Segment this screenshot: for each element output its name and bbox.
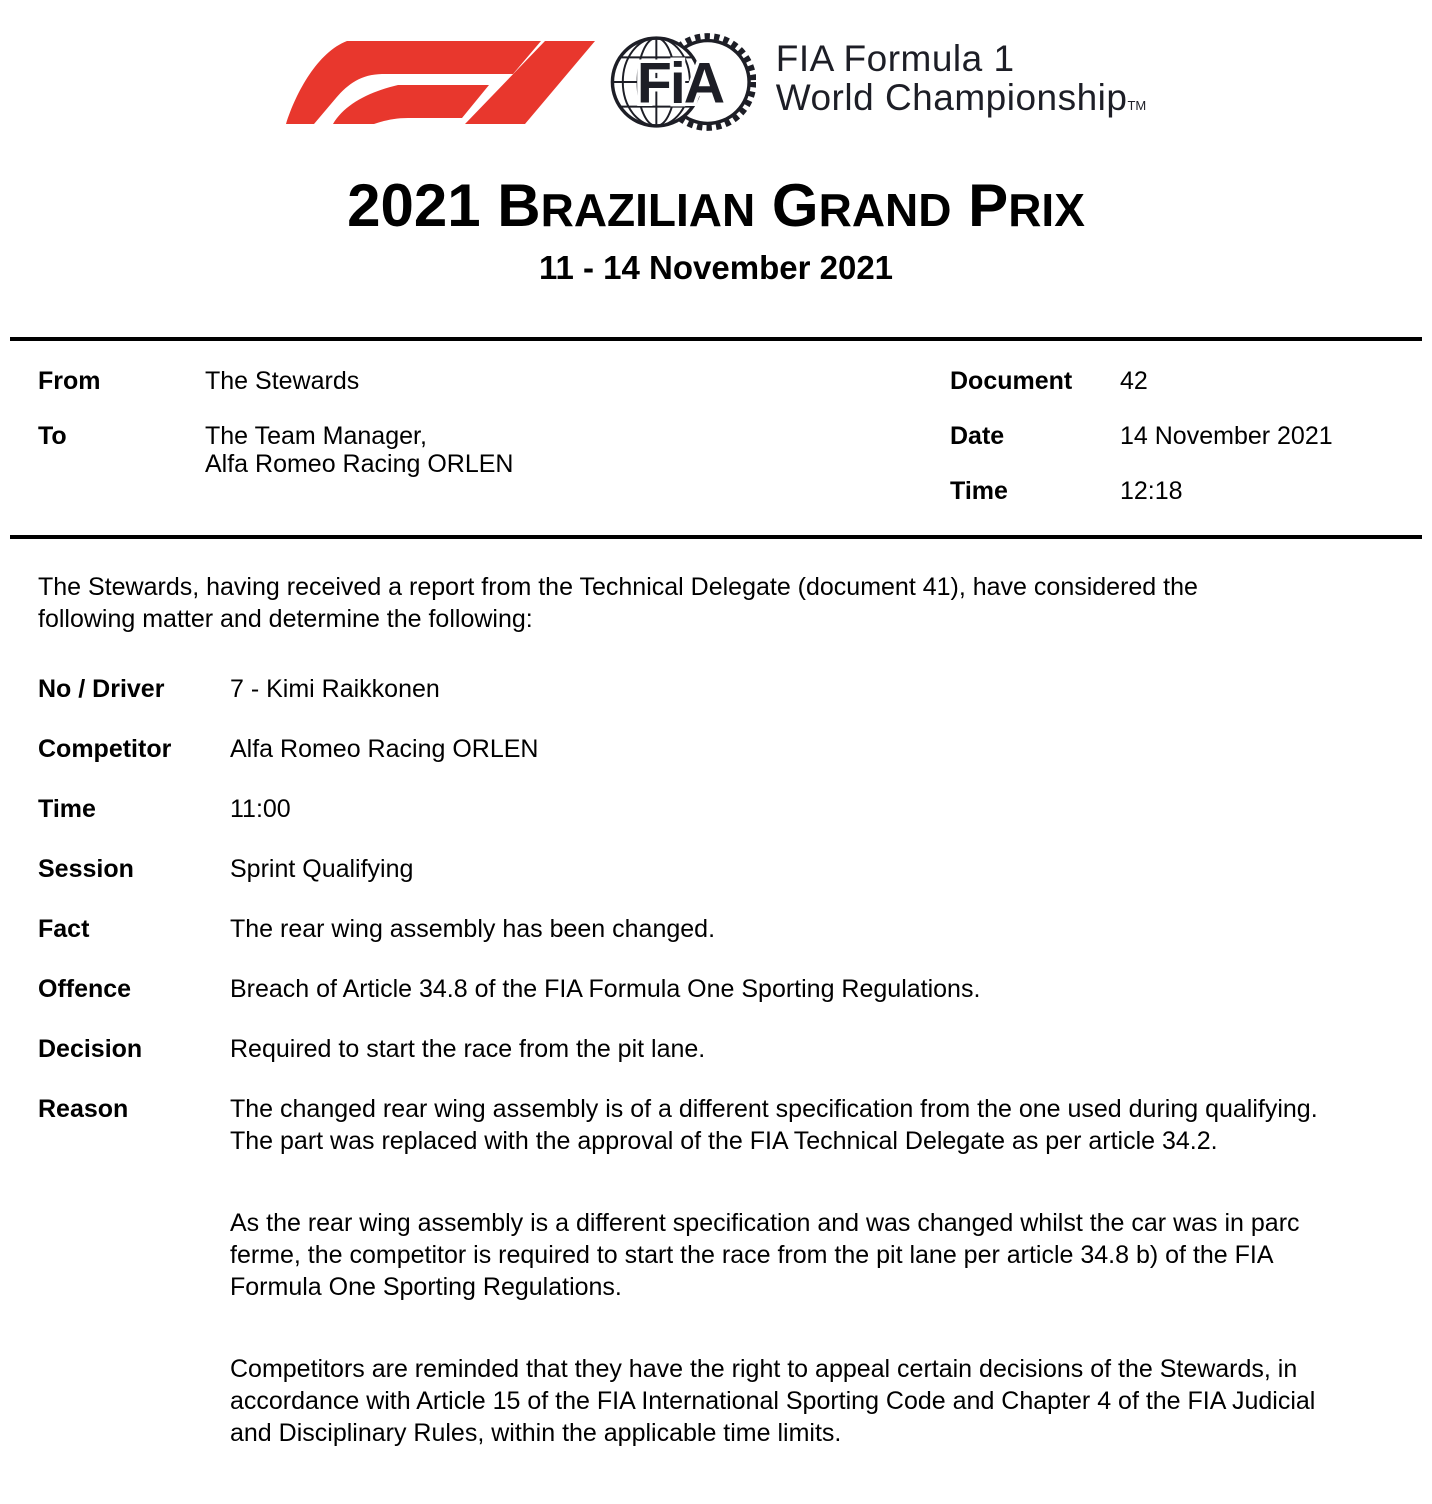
detail-row-decision xyxy=(38,1033,1432,1065)
header-wordmark xyxy=(776,39,1147,125)
detail-row-offence xyxy=(38,973,1432,1005)
meta-row-from xyxy=(38,367,950,395)
date-value: 14 November 2021 xyxy=(1120,422,1333,450)
detail-label: Competitor xyxy=(38,735,172,763)
meta-row-time xyxy=(950,477,1432,505)
to-value: The Team Manager, Alfa Romeo Racing ORLEN xyxy=(205,422,514,478)
detail-label: Fact xyxy=(38,915,90,943)
trademark: TM xyxy=(1127,98,1147,113)
event-dates: 11 - 14 November 2021 xyxy=(538,249,894,286)
detail-value: 11:00 xyxy=(230,795,291,823)
detail-row-session xyxy=(38,853,1432,885)
detail-value: 7 - Kimi Raikkonen xyxy=(230,675,440,703)
intro-paragraph: The Stewards, having received a report from the Technical Delegate (document 41), have considered the following matter and determine the following: xyxy=(38,573,1198,633)
fia-emblem-letters: FiA xyxy=(636,51,723,116)
detail-row-reason xyxy=(38,1093,1432,1449)
time-value: 12:18 xyxy=(1120,477,1183,505)
detail-value: Required to start the race from the pit lane. xyxy=(230,1035,706,1063)
reason-paragraph-3: Competitors are reminded that they have the right to appeal certain decisions of the Stewards, in accordance with Article 15 of the FIA International Sporting Code and Chapter 4 of the FIA Judicial and Disciplinary Rules, within the applicable time limits. xyxy=(230,1355,1316,1447)
detail-value: The rear wing assembly has been changed. xyxy=(230,915,716,943)
document-value: 42 xyxy=(1120,367,1148,395)
detail-label: Session xyxy=(38,855,134,883)
detail-label: Offence xyxy=(38,975,132,1003)
meta-row-date xyxy=(950,422,1432,450)
detail-value: Alfa Romeo Racing ORLEN xyxy=(230,735,539,763)
from-value: The Stewards xyxy=(205,367,360,395)
detail-row-no-driver xyxy=(38,673,1432,705)
reason-paragraph-1: The changed rear wing assembly is of a different specification from the one used during qualifying. The part was replaced with the approval of the FIA Technical Delegate as per article 34.2. xyxy=(230,1095,1318,1155)
to-label: To xyxy=(38,422,67,450)
header xyxy=(0,30,1432,134)
detail-row-competitor xyxy=(38,733,1432,765)
meta-row-to xyxy=(38,422,950,478)
meta-row-document xyxy=(950,367,1432,395)
detail-value: Sprint Qualifying xyxy=(230,855,414,883)
time-label: Time xyxy=(950,477,1008,505)
from-label: From xyxy=(38,367,101,395)
meta-section xyxy=(0,341,1432,535)
wordmark-line2: World ChampionshipTM xyxy=(775,77,1147,118)
f1-logo-icon xyxy=(286,41,596,124)
detail-row-time xyxy=(38,793,1432,825)
details xyxy=(38,673,1432,1449)
fia-emblem-icon xyxy=(608,30,756,134)
detail-label: Decision xyxy=(38,1035,143,1063)
document-label: Document xyxy=(950,367,1073,395)
wordmark-line1: FIA Formula 1 xyxy=(775,38,1015,79)
detail-row-fact xyxy=(38,913,1432,945)
reason-paragraph-2: As the rear wing assembly is a different specification and was changed whilst the car was in parc ferme, the competitor is required to start the race from the pit lane per article 34.8 b) of the FIA Formula One Sporting Regulations. xyxy=(230,1209,1300,1301)
detail-value: Breach of Article 34.8 of the FIA Formula One Sporting Regulations. xyxy=(230,975,981,1003)
detail-label: No / Driver xyxy=(38,675,165,703)
event-title: 2021 BRAZILIAN GRAND PRIX xyxy=(347,172,1085,239)
detail-label: Time xyxy=(38,795,96,823)
detail-label: Reason xyxy=(38,1095,129,1123)
divider-bottom xyxy=(10,535,1422,539)
date-label: Date xyxy=(950,422,1005,450)
reason-text xyxy=(230,1093,1355,1449)
